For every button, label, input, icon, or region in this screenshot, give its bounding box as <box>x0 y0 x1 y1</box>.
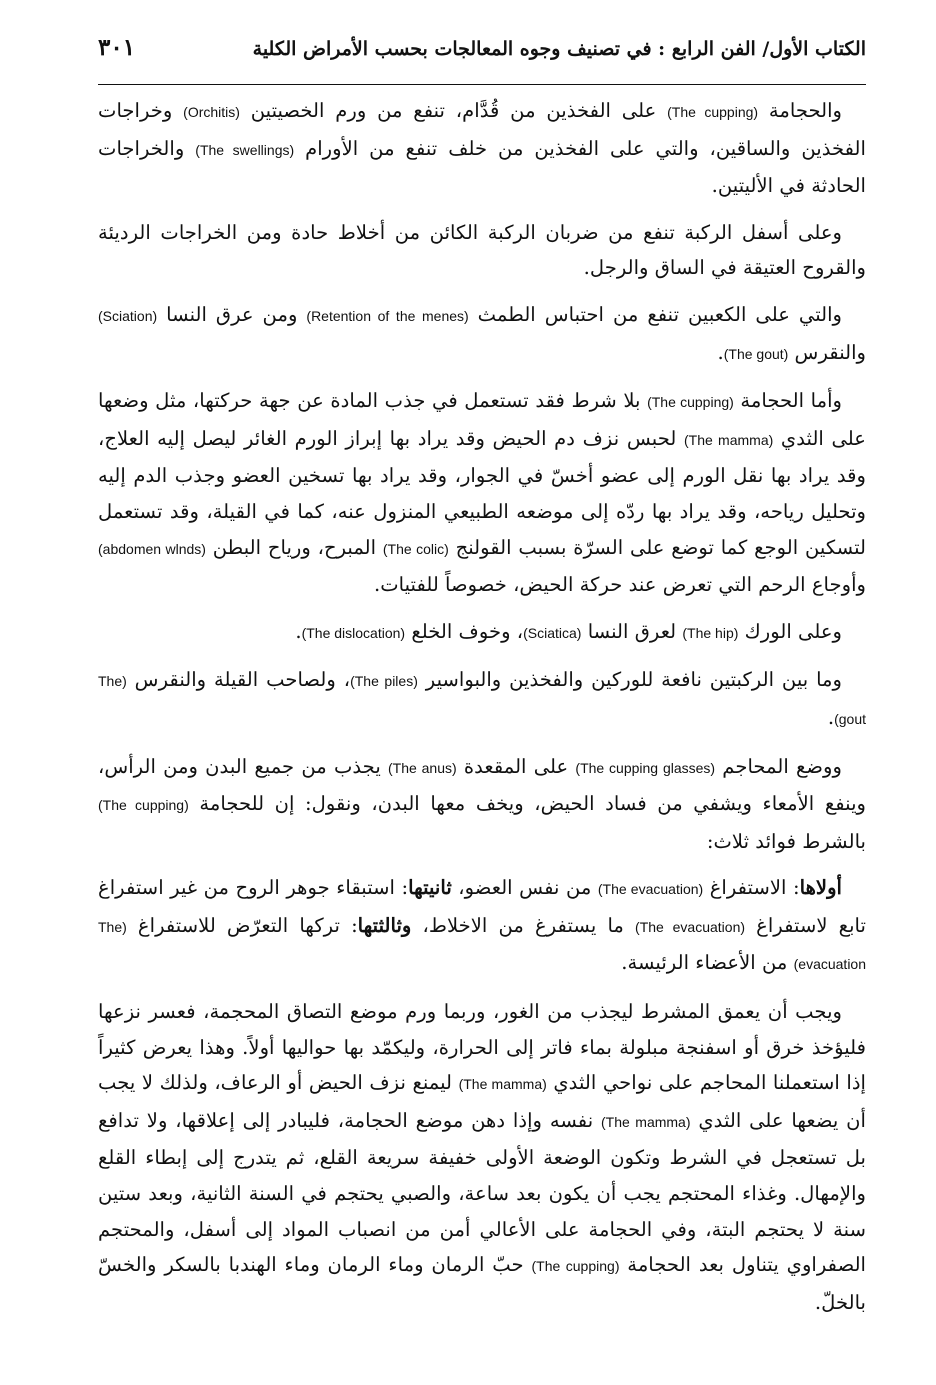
text-run: وخراجات الفخذين والساقين، والتي على الفخذين من خلف تنفع من الأورام <box>98 99 866 160</box>
text-run: . <box>827 705 835 729</box>
english-term: (The piles) <box>350 673 418 690</box>
text-run: ما يستفرغ من الاخلاط، <box>411 913 636 937</box>
text-run: وعلى أسفل الركبة تنفع من ضربان الركبة الكائن من أخلاط حادة ومن الخراجات الرديئة والقروح العتيقة في الساق والرجل. <box>98 220 866 280</box>
text-run: ويجب أن يعمق المشرط ليجذب من الغور، وربما ورم موضع التصاق المحجمة، فعسر نزعها فليؤخذ خرق أو اسفنجة مبلولة بماء فاتر إلى الحرارة، وليكمّد بها حواليها أولاً. وهذا يعرض كثيراً إذا استعملنا المحاجم على نواحي الثدي <box>98 1000 867 1095</box>
english-term: (The evacuation) <box>635 918 746 935</box>
english-term: (abdomen wlnds) <box>98 540 206 557</box>
text-run: ووضع المحاجم <box>715 754 842 778</box>
english-term: (The cupping) <box>98 797 189 814</box>
header-rule <box>98 84 866 85</box>
paragraph <box>98 215 866 286</box>
text-run: وأما الحجامة <box>733 389 842 413</box>
english-term: (The evacuation) <box>597 881 704 898</box>
paragraph <box>98 614 866 652</box>
text-run: على الفخذين من قُدَّام، تنفع من ورم الخصيتين <box>239 99 668 122</box>
english-term: (The gout) <box>98 673 866 727</box>
english-term: (The gout) <box>723 345 789 362</box>
english-term: (The anus) <box>387 759 457 776</box>
text-run: وأوجاع الرحم التي تعرض عند حركة الحيض، خصوصاً للفتيات. <box>373 573 866 597</box>
body-text <box>98 93 866 1320</box>
english-term: (The mamma) <box>601 1113 691 1130</box>
text-run: بلا شرط فقد تستعمل في جذب المادة عن جهة حركتها، مثل وضعها على الثدي <box>98 389 866 450</box>
text-run: والنقرس <box>788 340 866 364</box>
bold-term: وثالثتها <box>357 913 412 937</box>
text-run: على المقعدة <box>456 754 576 778</box>
text-run: : الاستفراغ <box>703 876 800 900</box>
english-term: (The cupping) <box>531 1258 620 1275</box>
text-run: . <box>717 340 724 364</box>
page-number: ٣٠١ <box>98 34 136 61</box>
text-run: وما بين الركبتين نافعة للوركين والفخذين والبواسير <box>417 668 842 692</box>
text-run: المبرح، ورياح البطن <box>205 535 383 559</box>
english-term: (Sciation) <box>98 307 158 324</box>
bold-term: أولاها <box>799 876 842 900</box>
english-term: (The swellings) <box>195 141 295 158</box>
english-term: (The cupping glasses) <box>575 759 716 776</box>
text-run: لحبس نزف دم الحيض وقد يراد بها إبراز الورم الغائر ليصل إليه العلاج، وقد يراد بها نقل الورم إلى عضو أخسّ في الجوار، وقد يراد بها تسخين العضو وجذب الدم إليه وتحليل رياحه، وقد يراد بها ردّه إلى موضعه الطبيعي المنزول عنه، كما في القيلة، وقد تستعمل لتسكين الوجع كما توضع على السرّة بسبب القولنج <box>98 426 866 559</box>
text-run: والتي على الكعبين تنفع من احتباس الطمث <box>468 302 842 326</box>
text-run: من نفس العضو، <box>451 876 598 900</box>
paragraph <box>98 749 866 860</box>
text-run: حبّ الرمان وماء الرمان وماء الهندبا بالسكر والخسّ بالخلّ. <box>98 1253 866 1314</box>
text-run: : تركها التعرّض للاستفراغ <box>126 913 358 937</box>
english-term: (The mamma) <box>683 431 774 448</box>
text-run: ، وخوف الخلع <box>405 619 524 643</box>
bold-term: ثانيتها <box>408 876 452 900</box>
text-run: والخراجات الحادثة في الأليتين. <box>98 136 866 198</box>
chapter-title: الكتاب الأول/ الفن الرابع : في تصنيف وجوه المعالجات بحسب الأمراض الكلية <box>252 38 866 60</box>
text-run: ، ولصاحب القيلة والنقرس <box>126 668 351 692</box>
english-term: (Retention of the menes) <box>306 307 469 324</box>
english-term: (Sciatica) <box>523 624 582 641</box>
english-term: (The cupping) <box>647 394 734 411</box>
english-term: (The colic) <box>382 540 449 557</box>
text-run: ليمنع نزف الحيض أو الرعاف، ولذلك لا يجب أن يضعها على الثدي <box>98 1071 866 1132</box>
text-run: . <box>295 619 302 643</box>
text-run: بالشرط فوائد ثلاث: <box>706 829 866 853</box>
english-term: (The mamma) <box>458 1076 547 1093</box>
text-run: ومن عرق النسا <box>157 302 307 326</box>
running-header <box>98 34 866 84</box>
text-run: وعلى الورك <box>738 619 842 643</box>
text-run: يجذب من جميع البدن ومن الرأس، وينفع الأمعاء ويشفي من فساد الحيض، ويخف معها البدن، ونقول: إن للحجامة <box>98 754 867 816</box>
english-term: (The evacuation) <box>98 918 866 973</box>
english-term: (Orchitis) <box>183 104 240 120</box>
text-run: : استبقاء جوهر الروح من غير استفراغ تابع لاستفراغ <box>98 876 866 937</box>
english-term: (The cupping) <box>667 104 759 120</box>
paragraph <box>98 994 866 1320</box>
text-run: نفسه وإذا دهن موضع الحجامة، فليبادر إلى إعلاقها، ولا تدافع بل تستعجل في الشرط وتكون الوضعة الأولى خفيفة سريعة القلع، ثم يتدرج إلى إبطاء القلع والإمهال. وغذاء المحتجم يجب أن يكون بعد ساعة، والصبي يحتجم في السنة الثانية، وبعد ستين سنة لا يحتجم البتة، وفي الحجامة على الأعالي أمن من انصباب المواد إلى أسفل، والمحتجم الصفراوي يتناول بعد الحجامة <box>98 1108 866 1277</box>
paragraph <box>98 93 866 204</box>
text-run: لعرق النسا <box>581 619 683 643</box>
paragraph <box>98 297 866 372</box>
paragraph <box>98 870 866 983</box>
text-run: والحجامة <box>758 99 842 122</box>
text-run: من الأعضاء الرئيسة. <box>621 951 794 975</box>
paragraph <box>98 383 866 603</box>
paragraph <box>98 662 866 737</box>
english-term: (The dislocation) <box>301 624 406 641</box>
english-term: (The hip) <box>682 624 739 641</box>
